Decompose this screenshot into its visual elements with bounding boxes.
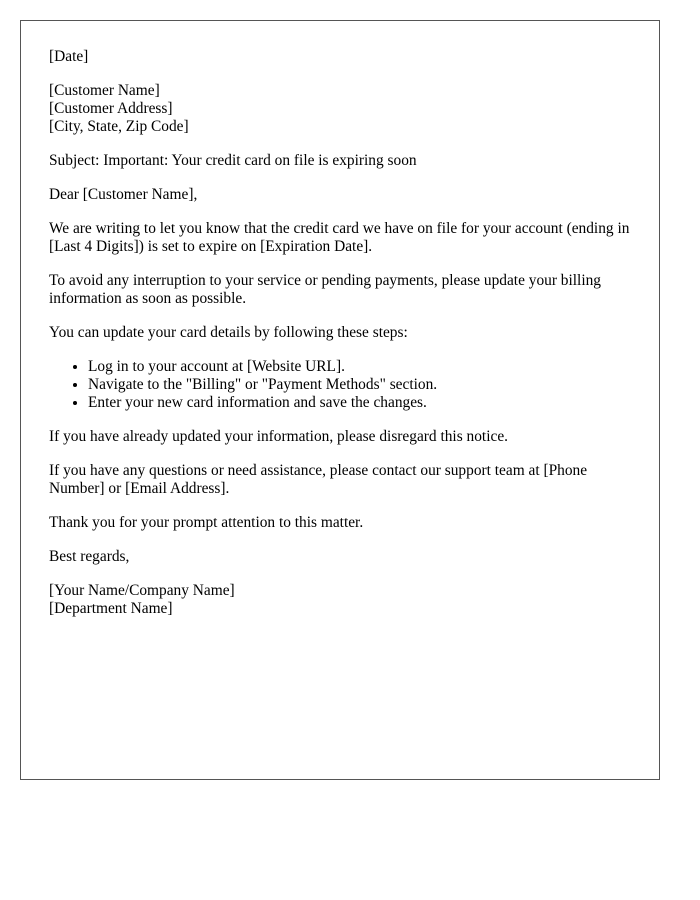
- steps-list: [49, 358, 631, 412]
- recipient-address: [Customer Address]: [49, 100, 173, 117]
- signature-name: [Your Name/Company Name]: [49, 582, 235, 599]
- letter-page: [20, 20, 660, 780]
- recipient-name: [Customer Name]: [49, 82, 160, 99]
- intro-paragraph: We are writing to let you know that the credit card we have on file for your account (ending in [Last 4 Digits]) is set to expire on [Expiration Date].: [49, 220, 630, 255]
- thanks-paragraph: Thank you for your prompt attention to this matter.: [49, 514, 364, 531]
- signature-block: [49, 582, 631, 618]
- closing: Best regards,: [49, 548, 130, 565]
- disregard-paragraph: If you have already updated your information, please disregard this notice.: [49, 428, 508, 445]
- list-item: • Log in to your account at [Website URL].: [88, 358, 631, 376]
- letter-date: [Date]: [49, 48, 89, 65]
- recipient-city-state-zip: [City, State, Zip Code]: [49, 118, 189, 135]
- list-item: • Enter your new card information and save the changes.: [88, 394, 631, 412]
- salutation: Dear [Customer Name],: [49, 186, 198, 203]
- steps-intro: You can update your card details by following these steps:: [49, 324, 408, 341]
- recipient-address-block: [49, 82, 631, 136]
- list-item: • Navigate to the "Billing" or "Payment Methods" section.: [88, 376, 631, 394]
- signature-department: [Department Name]: [49, 600, 173, 617]
- request-paragraph: To avoid any interruption to your service or pending payments, please update your billing information as soon as possible.: [49, 272, 601, 307]
- contact-paragraph: If you have any questions or need assistance, please contact our support team at [Phone Number] or [Email Address].: [49, 462, 588, 497]
- subject-line: Subject: Important: Your credit card on file is expiring soon: [49, 152, 417, 169]
